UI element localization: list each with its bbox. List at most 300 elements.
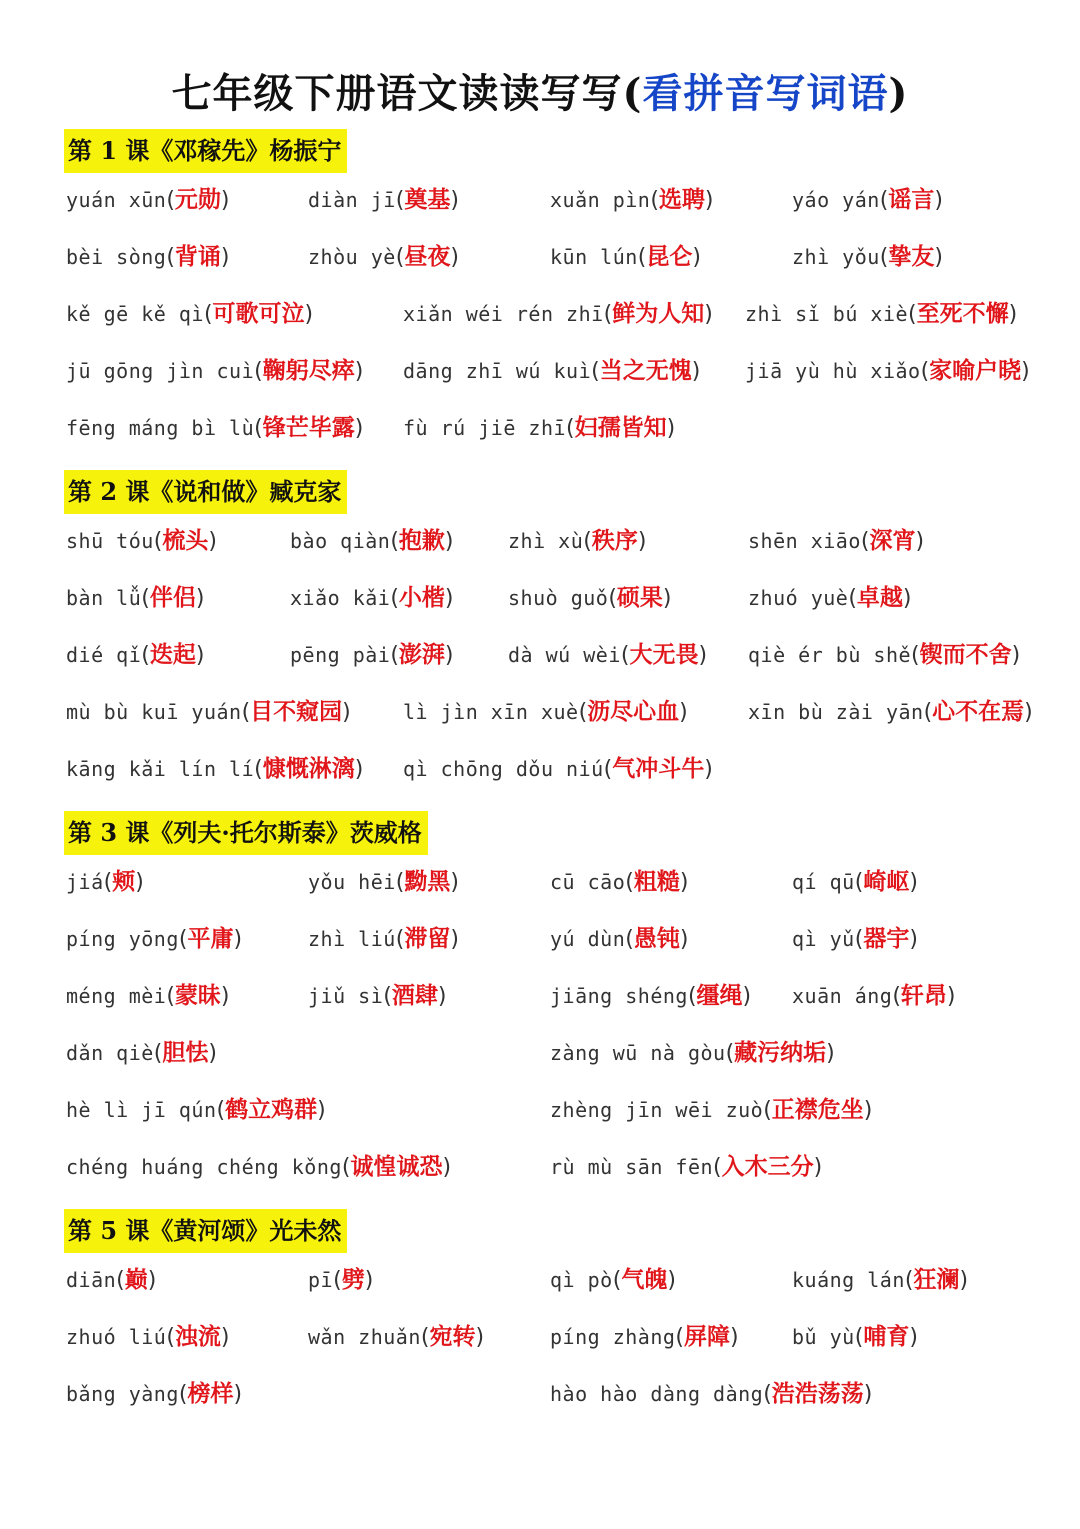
paren-open: ( [395,927,405,952]
paren-open: ( [390,529,399,554]
vocab-entry [308,1321,484,1354]
pinyin: lì jìn xīn xuè [403,700,579,724]
paren-open: ( [675,1325,685,1350]
paren-open: ( [911,643,920,668]
pinyin: xiǎn wéi rén zhī [403,302,604,326]
paren-open: ( [904,1268,914,1293]
paren-open: ( [920,359,930,384]
pinyin: diān [66,1268,117,1292]
vocab-entry [66,241,230,274]
paren-close: ) [147,1268,157,1293]
vocab-entry [792,980,956,1013]
paren-open: ( [178,927,188,952]
answer-word: 崎岖 [863,869,910,895]
paren-open: ( [166,245,175,270]
pinyin: jiá [66,870,104,894]
lesson-heading: 第 2 课《说和做》臧克家 [64,470,347,514]
answer-word: 胆怯 [162,1040,209,1066]
answer-word: 浊流 [174,1324,221,1350]
paren-close: ) [915,529,925,554]
paren-open: ( [341,1155,351,1180]
pinyin: dà wú wèi [508,643,621,667]
paren-close: ) [208,529,217,554]
paren-close: ) [934,188,943,213]
vocab-entry [290,582,454,615]
vocab-entry [66,355,363,388]
paren-close: ) [679,927,689,952]
paren-close: ) [692,245,701,270]
pinyin: bào qiàn [290,529,391,553]
answer-word: 屏障 [684,1324,731,1350]
pinyin: bǔ yù [792,1325,855,1349]
answer-word: 巅 [124,1267,148,1293]
paren-open: ( [103,870,113,895]
paren-close: ) [946,984,956,1009]
pinyin: jiāng shéng [550,984,688,1008]
paren-close: ) [444,586,454,611]
paren-close: ) [220,984,230,1009]
pinyin: pī [308,1268,334,1292]
vocab-entry [66,866,144,899]
paren-open: ( [153,1041,163,1066]
answer-word: 奠基 [404,187,451,213]
paren-open: ( [203,302,213,327]
answer-word: 澎湃 [398,642,445,668]
answer-word: 背诵 [174,244,221,270]
paren-close: ) [354,757,364,782]
pinyin: kě gē kě qì [66,302,204,326]
answer-word: 平庸 [187,926,234,952]
answer-word: 器宇 [863,926,910,952]
paren-close: ) [959,1268,969,1293]
answer-word: 深宵 [869,528,916,554]
paren-close: ) [902,586,912,611]
answer-word: 正襟危坐 [771,1097,864,1123]
pinyin: qì chōng dǒu niú [403,757,604,781]
paren-open: ( [713,1155,722,1180]
paren-close: ) [813,1155,823,1180]
answer-word: 秩序 [591,528,638,554]
pinyin: xiǎo kǎi [290,586,391,610]
paren-open: ( [566,416,575,441]
pinyin: qiè ér bù shě [748,643,912,667]
vocab-entry [550,1037,835,1070]
vocab-entry [308,184,459,217]
vocab-entry [748,696,1033,729]
paren-close: ) [220,188,230,213]
paren-open: ( [383,984,392,1009]
answer-word: 宛转 [429,1324,476,1350]
answer-word: 狂澜 [913,1267,960,1293]
pinyin: qì pò [550,1268,613,1292]
paren-close: ) [450,245,459,270]
paren-close: ) [450,188,459,213]
paren-close: ) [909,927,918,952]
answer-word: 沥尽心血 [587,699,680,725]
paren-open: ( [860,529,870,554]
vocab-entry [550,1264,676,1297]
answer-word: 浩浩荡荡 [771,1381,864,1407]
paren-close: ) [442,1155,452,1180]
paren-open: ( [166,1325,175,1350]
pinyin: hè lì jī qún [66,1098,217,1122]
vocab-entry [66,184,230,217]
answer-word: 慷慨淋漓 [262,756,355,782]
paren-open: ( [854,927,864,952]
paren-open: ( [854,870,864,895]
pinyin: jiā yù hù xiǎo [745,359,921,383]
paren-close: ) [354,359,364,384]
answer-word: 气冲斗牛 [612,756,705,782]
paren-close: ) [233,1382,243,1407]
vocab-entry [66,1151,451,1184]
pinyin: fù rú jiē zhī [403,416,567,440]
pinyin: zhì xù [508,529,584,553]
answer-word: 粗糙 [633,869,680,895]
paren-open: ( [216,1098,226,1123]
pinyin: wǎn zhuǎn [308,1325,421,1349]
paren-open: ( [725,1041,735,1066]
pinyin: chéng huáng chéng kǒng [66,1155,342,1179]
answer-word: 榜样 [187,1381,234,1407]
answer-word: 硕果 [616,585,663,611]
pinyin: zhèng jīn wēi zuò [550,1098,764,1122]
pinyin: yú dùn [550,927,626,951]
vocab-entry [403,412,675,445]
answer-word: 当之无愧 [599,358,692,384]
vocab-entry [550,1378,872,1411]
paren-close: ) [220,245,230,270]
vocab-entry [745,355,1030,388]
answer-word: 小楷 [398,585,445,611]
paren-close: ) [220,1325,230,1350]
page-title [0,66,1080,122]
paren-open: ( [395,188,405,213]
paren-open: ( [395,245,405,270]
answer-word: 昆仑 [646,244,693,270]
vocab-entry [748,582,912,615]
paren-open: ( [153,529,163,554]
paren-open: ( [395,870,405,895]
paren-open: ( [420,1325,430,1350]
vocab-entry [550,1321,739,1354]
paren-open: ( [923,700,933,725]
vocab-entry [308,1264,373,1297]
vocab-entry [550,866,688,899]
vocab-entry [792,923,918,956]
pinyin: xīn bù zài yān [748,700,924,724]
answer-word: 滞留 [404,926,451,952]
pinyin: zhuó yuè [748,586,849,610]
pinyin: zhì liú [308,927,396,951]
pinyin: xuān áng [792,984,893,1008]
title-highlight: 看拼音写词语 [642,70,889,117]
paren-open: ( [763,1382,772,1407]
paren-open: ( [591,359,600,384]
pinyin: bǎng yàng [66,1382,179,1406]
vocab-entry [508,582,672,615]
paren-close: ) [195,643,205,668]
title-close: ) [888,70,909,117]
paren-close: ) [1008,302,1018,327]
vocab-entry [792,1321,918,1354]
paren-close: ) [666,416,676,441]
paren-close: ) [444,529,454,554]
answer-word: 缰绳 [696,983,743,1009]
vocab-entry [508,525,646,558]
pinyin: yuán xūn [66,188,167,212]
vocab-entry [66,1094,326,1127]
answer-word: 伴侣 [149,585,196,611]
paren-open: ( [848,586,857,611]
vocab-entry [508,639,707,672]
pinyin: jiǔ sì [308,984,384,1008]
answer-word: 迭起 [149,642,196,668]
paren-open: ( [608,586,617,611]
pinyin: rù mù sān fēn [550,1155,714,1179]
paren-open: ( [854,1325,864,1350]
vocab-entry [66,696,351,729]
vocab-entry [745,298,1017,331]
pinyin: qì yǔ [792,927,855,951]
paren-open: ( [166,984,175,1009]
vocab-entry [792,866,918,899]
paren-open: ( [603,302,613,327]
vocab-entry [792,241,943,274]
pinyin: shēn xiāo [748,529,861,553]
answer-word: 心不在焉 [932,699,1025,725]
paren-open: ( [333,1268,342,1293]
answer-word: 抱歉 [398,528,445,554]
answer-word: 蒙昧 [174,983,221,1009]
vocab-entry [308,923,459,956]
paren-close: ) [704,302,713,327]
paren-close: ) [742,984,752,1009]
pinyin: dié qǐ [66,643,142,667]
paren-open: ( [390,643,399,668]
answer-word: 家喻户晓 [929,358,1022,384]
vocab-entry [308,980,446,1013]
vocab-entry [308,241,459,274]
answer-word: 愚钝 [633,926,680,952]
paren-close: ) [704,188,714,213]
answer-word: 鲜为人知 [612,301,705,327]
answer-word: 气魄 [621,1267,668,1293]
pinyin: píng yōng [66,927,179,951]
pinyin: kuáng lán [792,1268,905,1292]
title-main: 七年级下册语文读读写写( [171,70,643,117]
paren-open: ( [254,416,263,441]
pinyin: pēng pài [290,643,391,667]
pinyin: zhì sǐ bú xiè [745,302,909,326]
paren-close: ) [863,1098,873,1123]
answer-word: 藏污纳垢 [734,1040,827,1066]
paren-close: ) [662,586,672,611]
vocab-entry [403,696,688,729]
pinyin: cū cāo [550,870,626,894]
answer-word: 鞠躬尽瘁 [262,358,355,384]
paren-close: ) [342,700,351,725]
pinyin: zhòu yè [308,245,396,269]
paren-open: ( [637,245,647,270]
vocab-entry [66,980,230,1013]
paren-close: ) [208,1041,217,1066]
paren-close: ) [826,1041,835,1066]
pinyin: hào hào dàng dàng [550,1382,764,1406]
paren-close: ) [863,1382,873,1407]
paren-open: ( [612,1268,622,1293]
paren-close: ) [1021,359,1030,384]
answer-word: 鹤立鸡群 [225,1097,318,1123]
paren-close: ) [637,529,647,554]
pinyin: qí qū [792,870,855,894]
vocab-entry [550,241,701,274]
answer-word: 昼夜 [404,244,451,270]
paren-open: ( [578,700,588,725]
vocab-entry [66,525,217,558]
pinyin: diàn jī [308,188,396,212]
answer-word: 轩昂 [900,983,947,1009]
vocab-entry [66,753,363,786]
vocab-entry [66,1264,156,1297]
paren-close: ) [691,359,701,384]
vocab-entry [66,639,204,672]
vocab-entry [550,184,714,217]
paren-close: ) [135,870,144,895]
paren-close: ) [317,1098,326,1123]
paren-close: ) [444,643,454,668]
pinyin: jū gōng jìn cuì [66,359,255,383]
pinyin: dāng zhī wú kuì [403,359,592,383]
pinyin: zhuó liú [66,1325,167,1349]
pinyin: bàn lǚ [66,586,142,610]
paren-open: ( [178,1382,188,1407]
answer-word: 锋芒毕露 [262,415,355,441]
answer-word: 可歌可泣 [212,301,305,327]
vocab-entry [748,639,1020,672]
answer-word: 卓越 [856,585,903,611]
paren-open: ( [583,529,592,554]
pinyin: zàng wū nà gòu [550,1041,726,1065]
answer-word: 大无畏 [629,642,699,668]
paren-open: ( [620,643,630,668]
lesson-heading: 第 3 课《列夫·托尔斯泰》茨威格 [64,811,428,855]
answer-word: 元勋 [174,187,221,213]
answer-word: 入木三分 [721,1154,814,1180]
paren-open: ( [763,1098,772,1123]
paren-close: ) [195,586,205,611]
vocab-entry [550,980,751,1013]
paren-open: ( [141,586,150,611]
paren-close: ) [704,757,713,782]
paren-open: ( [241,700,251,725]
paren-close: ) [354,416,364,441]
vocab-entry [550,1151,822,1184]
paren-open: ( [141,643,150,668]
pinyin: dǎn qiè [66,1041,154,1065]
paren-open: ( [254,359,263,384]
vocab-entry [66,582,204,615]
paren-open: ( [390,586,399,611]
vocab-entry [66,412,363,445]
paren-open: ( [879,245,889,270]
vocab-entry [66,923,242,956]
paren-close: ) [437,984,447,1009]
vocab-entry [403,298,713,331]
paren-close: ) [304,302,314,327]
paren-close: ) [1011,643,1021,668]
paren-open: ( [625,927,634,952]
paren-close: ) [364,1268,374,1293]
paren-close: ) [730,1325,739,1350]
vocab-entry [550,1094,872,1127]
pinyin: méng mèi [66,984,167,1008]
vocab-entry [66,1378,242,1411]
answer-word: 至死不懈 [916,301,1009,327]
paren-close: ) [1024,700,1033,725]
paren-close: ) [475,1325,485,1350]
pinyin: xuǎn pìn [550,188,651,212]
vocab-entry [66,298,313,331]
answer-word: 酒肆 [391,983,438,1009]
lesson-heading: 第 1 课《邓稼先》杨振宁 [64,129,347,173]
answer-word: 梳头 [162,528,209,554]
answer-word: 谣言 [888,187,935,213]
paren-open: ( [116,1268,125,1293]
paren-open: ( [892,984,901,1009]
pinyin: shuò guǒ [508,586,609,610]
pinyin: píng zhàng [550,1325,676,1349]
answer-word: 挚友 [888,244,935,270]
paren-open: ( [879,188,889,213]
answer-word: 黝黑 [404,869,451,895]
vocab-entry [403,355,700,388]
vocab-entry [792,184,943,217]
vocab-entry [550,923,688,956]
answer-word: 颊 [112,869,136,895]
vocab-entry [66,1321,230,1354]
answer-word: 锲而不舍 [919,642,1012,668]
pinyin: kūn lún [550,245,638,269]
paren-open: ( [625,870,634,895]
pinyin: yǒu hēi [308,870,396,894]
paren-open: ( [650,188,659,213]
pinyin: zhì yǒu [792,245,880,269]
paren-close: ) [233,927,243,952]
paren-close: ) [909,1325,918,1350]
paren-close: ) [667,1268,676,1293]
vocab-entry [403,753,713,786]
answer-word: 哺育 [863,1324,910,1350]
vocab-entry [290,525,454,558]
pinyin: shū tóu [66,529,154,553]
pinyin: kāng kǎi lín lí [66,757,255,781]
vocab-entry [66,1037,217,1070]
paren-close: ) [679,700,688,725]
vocab-entry [308,866,459,899]
paren-open: ( [166,188,175,213]
paren-open: ( [603,757,613,782]
answer-word: 诚惶诚恐 [350,1154,443,1180]
paren-close: ) [450,870,459,895]
paren-close: ) [450,927,459,952]
answer-word: 妇孺皆知 [574,415,667,441]
paren-close: ) [698,643,708,668]
pinyin: mù bù kuī yuán [66,700,242,724]
paren-open: ( [908,302,917,327]
paren-open: ( [687,984,697,1009]
pinyin: fēng máng bì lù [66,416,255,440]
